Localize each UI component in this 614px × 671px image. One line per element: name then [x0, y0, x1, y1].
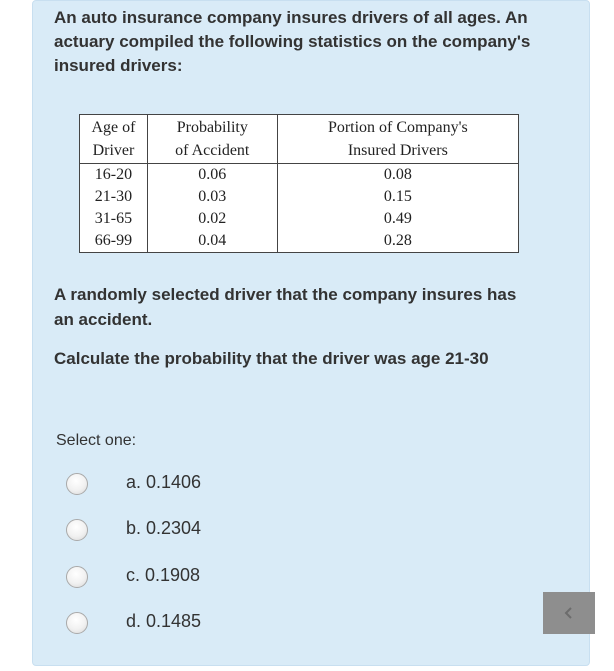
radio-button-c[interactable] [66, 566, 88, 588]
cell-age: 21-30 [80, 186, 148, 208]
radio-button-a[interactable] [66, 473, 88, 495]
cell-probability: 0.04 [147, 230, 277, 253]
table-row [80, 186, 519, 208]
table-row [80, 230, 519, 253]
radio-button-d[interactable] [66, 612, 88, 634]
answer-option-d[interactable] [66, 609, 202, 637]
answer-option-a[interactable] [66, 470, 202, 498]
radio-button-b[interactable] [66, 519, 88, 541]
cell-portion: 0.15 [277, 186, 518, 208]
cell-portion: 0.28 [277, 230, 518, 253]
table-row [80, 164, 519, 187]
cell-age: 31-65 [80, 208, 148, 230]
scroll-button[interactable] [543, 592, 595, 634]
cell-portion: 0.08 [277, 164, 518, 187]
cell-age: 66-99 [80, 230, 148, 253]
table-header-row [80, 115, 519, 164]
header-portion-of-insured-drivers: Portion of Company's Insured Drivers [277, 115, 518, 164]
cell-probability: 0.06 [147, 164, 277, 187]
select-one-label: Select one: [56, 432, 137, 449]
table-row [80, 208, 519, 230]
header-age-of-driver: Age of Driver [80, 115, 148, 164]
option-label-b[interactable]: b. 0.2304 [126, 518, 202, 538]
option-label-d[interactable]: d. 0.1485 [126, 611, 202, 631]
answer-option-c[interactable] [66, 563, 201, 591]
question-card [32, 0, 590, 666]
question-intro: An auto insurance company insures drivers of all ages. An actuary compiled the following statistics on the company's insured drivers: [54, 8, 531, 75]
question-statement: A randomly selected driver that the company insures has an accident. [54, 285, 517, 329]
cell-portion: 0.49 [277, 208, 518, 230]
option-label-a[interactable]: a. 0.1406 [126, 472, 202, 492]
answer-option-b[interactable] [66, 516, 202, 544]
option-label-c[interactable]: c. 0.1908 [126, 565, 201, 585]
cell-probability: 0.03 [147, 186, 277, 208]
chevron-left-icon [563, 606, 575, 620]
cell-age: 16-20 [80, 164, 148, 187]
question-ask: Calculate the probability that the driver was age 21-30 [54, 349, 489, 368]
cell-probability: 0.02 [147, 208, 277, 230]
statistics-table [79, 114, 519, 253]
header-probability-of-accident: Probability of Accident [147, 115, 277, 164]
